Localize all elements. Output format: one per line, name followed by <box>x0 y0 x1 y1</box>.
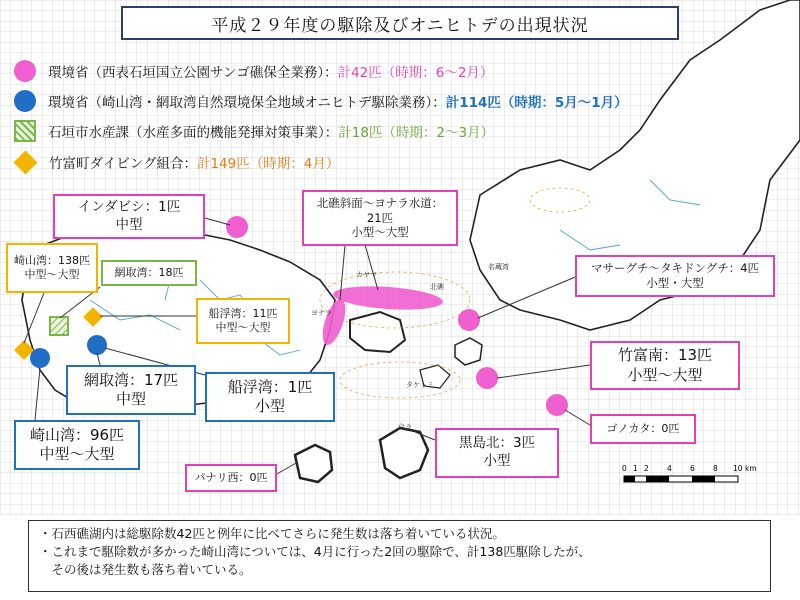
label-line: 中型～大型 <box>39 445 115 463</box>
label-taketominan <box>590 341 740 390</box>
label-line: インダビシ：1匹 <box>77 198 181 215</box>
scale-tick: 4 <box>667 464 672 473</box>
scale-tick: 2 <box>644 464 649 473</box>
place-name: 名蔵湾 <box>488 263 509 271</box>
legend-highlight: 計149匹（時期：4月） <box>196 156 340 172</box>
label-hokusho <box>302 190 458 246</box>
label-sakiyama138 <box>6 243 98 293</box>
label-funauki11 <box>196 298 290 344</box>
label-line: 中型～大型 <box>215 321 271 334</box>
pink-circle-icon <box>14 60 36 82</box>
scale-tick: 0 <box>622 464 627 473</box>
label-line: 小型～大型 <box>351 225 409 240</box>
label-line: ゴノカタ：0匹 <box>606 421 680 435</box>
label-amitori17 <box>66 365 196 415</box>
label-line: 北礁斜面～ヨナラ水道： <box>316 195 444 210</box>
legend-item-orange <box>14 150 339 174</box>
label-line: 黒島北：3匹 <box>458 435 536 452</box>
scale-tick: 8 <box>713 464 718 473</box>
scale-tick: 10 <box>733 464 743 473</box>
scale-bar <box>622 462 782 492</box>
label-line: 中型～大型 <box>24 268 80 281</box>
green-hatched-square-icon <box>14 120 36 142</box>
label-line: 船浮湾：11匹 <box>208 306 278 320</box>
label-funauki1 <box>205 372 335 422</box>
label-gonokata <box>590 414 696 444</box>
label-line: 小型～大型 <box>627 365 703 384</box>
legend-text: 環境省（崎山湾・網取湾自然環境保全地域オニヒトデ駆除業務）： <box>48 95 446 111</box>
label-line: 網取湾：18匹 <box>114 265 184 279</box>
page-title: 平成２９年度の駆除及びオニヒトデの出現状況 <box>121 6 679 40</box>
label-line: 崎山湾：96匹 <box>29 425 125 444</box>
label-indabishi <box>53 194 205 239</box>
note-line: ・これまで駆除数が多かった崎山湾については、4月に行った2回の駆除で、計138匹駆除したが、 <box>39 544 591 560</box>
marker-sakiyama96 <box>30 348 50 368</box>
legend-highlight: 計42匹（時期：6～2月） <box>337 65 494 81</box>
scale-tick: 6 <box>690 464 695 473</box>
label-masagucchi <box>575 255 775 297</box>
label-line: 小型 <box>254 397 285 415</box>
note-line: ・石西礁湖内は総駆除数42匹と例年に比べてさらに発生数は落ち着いている状況。 <box>39 526 505 541</box>
legend-text: 石垣市水産課（水産多面的機能発揮対策事業）： <box>48 125 339 141</box>
place-name: 北礁 <box>430 283 444 291</box>
label-sakiyama96 <box>14 420 140 470</box>
note-line: その後は発生数も落ち着いている。 <box>39 562 252 578</box>
legend-highlight: 計114匹（時期：5月～1月） <box>445 95 628 111</box>
legend-item-green <box>14 119 494 143</box>
label-line: 小型 <box>483 453 511 469</box>
legend-item-pink <box>14 59 493 83</box>
label-line: 網取湾：17匹 <box>83 370 179 389</box>
label-line: 崎山湾：138匹 <box>14 253 90 267</box>
place-name: ウラ <box>398 423 412 431</box>
orange-diamond-icon <box>13 150 37 174</box>
legend-text: 環境省（西表石垣国立公園サンゴ礁保全業務）： <box>48 65 338 81</box>
label-line: 小型・大型 <box>646 276 704 290</box>
marker-gonokata <box>546 394 568 416</box>
notes-box <box>28 520 771 592</box>
place-name: ヨナラ <box>311 309 332 317</box>
marker-masagucchi <box>458 309 480 331</box>
label-line: パナリ西：0匹 <box>194 470 268 484</box>
label-line: 中型 <box>115 216 143 233</box>
blue-circle-icon <box>14 90 36 112</box>
label-kuroshimakita <box>435 428 559 478</box>
place-name: タケトミ <box>406 381 434 389</box>
label-line: 21匹 <box>366 210 394 225</box>
marker-taketominan <box>476 367 498 389</box>
label-line: 中型 <box>115 390 146 408</box>
legend-highlight: 計18匹（時期：2～3月） <box>338 125 495 141</box>
marker-funauki1 <box>87 335 107 355</box>
marker-amitori18 <box>50 317 68 335</box>
label-line: マサーグチ～タキドングチ：4匹 <box>590 261 760 276</box>
label-amitori18 <box>101 260 197 286</box>
label-line: 竹富南：13匹 <box>617 346 713 364</box>
marker-indabishi <box>226 216 248 238</box>
legend-text: 竹富町ダイビング組合： <box>49 156 197 172</box>
place-name: カヤマ <box>356 271 377 279</box>
scale-tick: 1 <box>633 464 638 473</box>
label-line: 船浮湾：1匹 <box>227 377 313 396</box>
label-panarinishi <box>185 464 277 492</box>
kuroshima-island <box>380 428 428 478</box>
scale-unit: km <box>745 464 757 473</box>
legend-item-blue <box>14 89 628 113</box>
